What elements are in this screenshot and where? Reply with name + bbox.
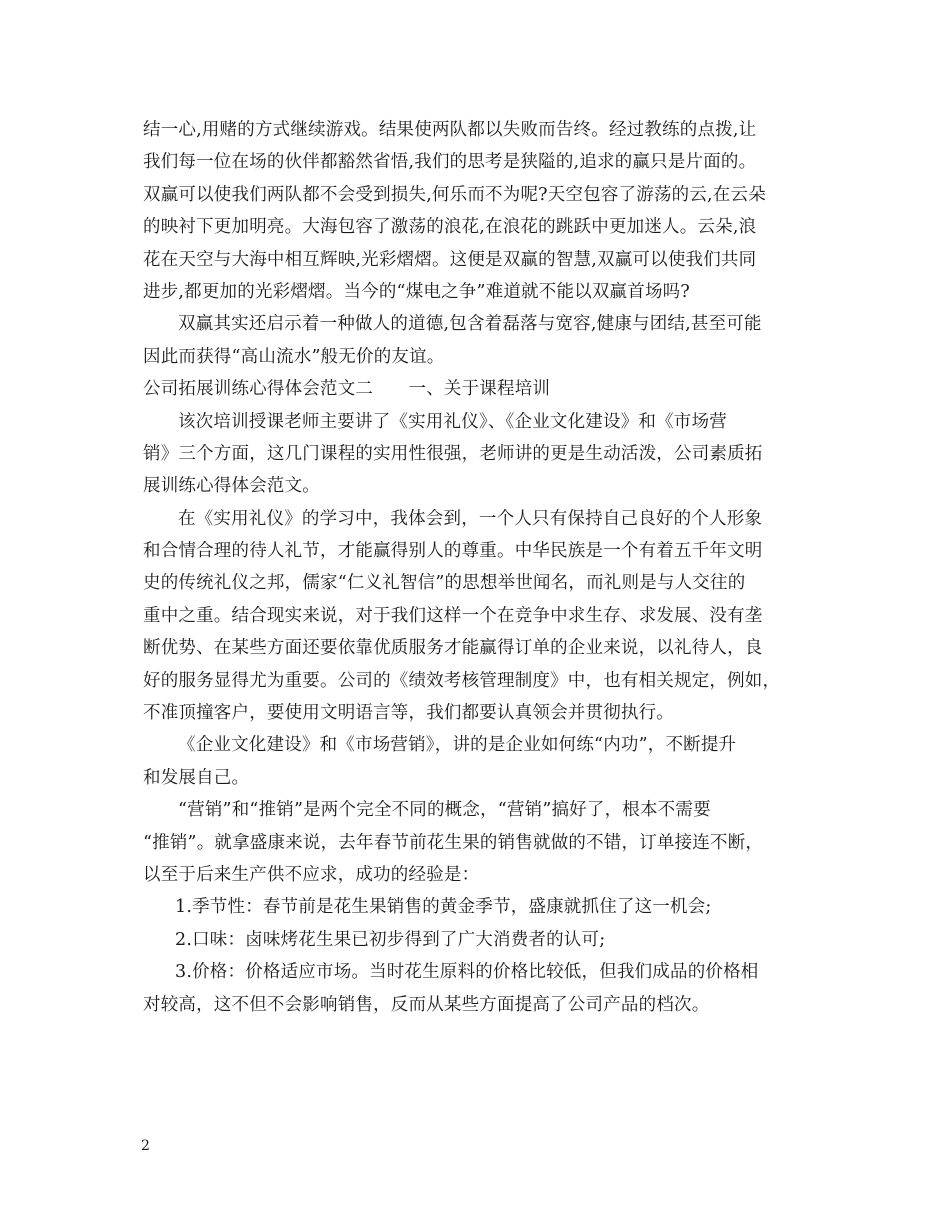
- document-body: [143, 114, 803, 1021]
- paragraph-line: 以至于后来生产供不应求，成功的经验是：: [143, 864, 480, 885]
- paragraph-line: 双赢其实还启示着一种做人的道德,包含着磊落与宽容,健康与团结,甚至可能: [178, 314, 762, 335]
- paragraph-line: 结一心,用赌的方式继续游戏。结果使两队都以失败而告终。经过教练的点拨,让: [143, 120, 757, 140]
- paragraph-line: 对较高，这不但不会影响销售，反而从某些方面提高了公司产品的档次。: [143, 994, 710, 1015]
- paragraph-line: 不准顶撞客户，要使用文明语言等，我们都要认真领会并贯彻执行。: [143, 703, 674, 724]
- paragraph-line: “营销”和“推销”是两个完全不同的概念，“营销”搞好了，根本不需要: [178, 800, 711, 821]
- paragraph-line: 花在天空与大海中相互辉映,光彩熠熠。这便是双赢的智慧,双赢可以使我们共同: [143, 249, 757, 270]
- paragraph-line: 《企业文化建设》和《市场营销》，讲的是企业如何练“内功”，不断提升: [178, 735, 737, 756]
- page-number: 2: [141, 1138, 150, 1154]
- list-item: 3.价格：价格适应市场。当时花生原料的价格比较低，但我们成品的价格相: [175, 962, 759, 983]
- paragraph-line: 重中之重。结合现实来说，对于我们这样一个在竞争中求生存、求发展、没有垄: [143, 605, 763, 626]
- paragraph-line: 好的服务显得尤为重要。公司的《绩效考核管理制度》中，也有相关规定，例如，: [143, 670, 781, 691]
- paragraph-line: 因此而获得“高山流水”般无价的友谊。: [143, 346, 445, 367]
- paragraph-line: 双赢可以使我们两队都不会受到损失,何乐而不为呢?天空包容了游荡的云,在云朵: [143, 184, 766, 205]
- paragraph-line: 进步,都更加的光彩熠熠。当今的“煤电之争”难道就不能以双赢首场吗?: [143, 281, 690, 302]
- list-item: 1.季节性：春节前是花生果销售的黄金季节，盛康就抓住了这一机会;: [175, 897, 712, 918]
- paragraph-line: 我们每一位在场的伙伴都豁然省悟,我们的思考是狭隘的,追求的赢只是片面的。: [143, 152, 757, 173]
- list-item: 2.口味：卤味烤花生果已初步得到了广大消费者的认可;: [175, 929, 606, 950]
- paragraph-line: 展训练心得体会范文。: [143, 476, 320, 497]
- paragraph-line: 的映衬下更加明亮。大海包容了激荡的浪花,在浪花的跳跃中更加迷人。云朵,浪: [143, 217, 757, 238]
- paragraph-line: 在《实用礼仪》的学习中，我体会到，一个人只有保持自己良好的个人形象: [178, 508, 763, 529]
- paragraph-line: 该次培训授课老师主要讲了《实用礼仪》、《企业文化建设》和《市场营: [178, 411, 727, 432]
- paragraph-line: “推销”。就拿盛康来说，去年春节前花生果的销售就做的不错，订单接连不断，: [143, 832, 764, 853]
- paragraph-line: 和合情合理的待人礼节，才能赢得别人的尊重。中华民族是一个有着五千年文明: [143, 541, 763, 562]
- paragraph-line: 销》三个方面，这几门课程的实用性很强，老师讲的更是生动活泼，公司素质拓: [143, 443, 763, 464]
- paragraph-line: 和发展自己。: [143, 767, 250, 788]
- paragraph-line: 断优势、在某些方面还要依靠优质服务才能赢得订单的企业来说，以礼待人，良: [143, 638, 763, 659]
- section-heading: 公司拓展训练心得体会范文二 一、关于课程培训: [143, 379, 551, 400]
- paragraph-line: 史的传统礼仪之邦，儒家“仁义礼智信”的思想举世闻名，而礼则是与人交往的: [143, 573, 746, 594]
